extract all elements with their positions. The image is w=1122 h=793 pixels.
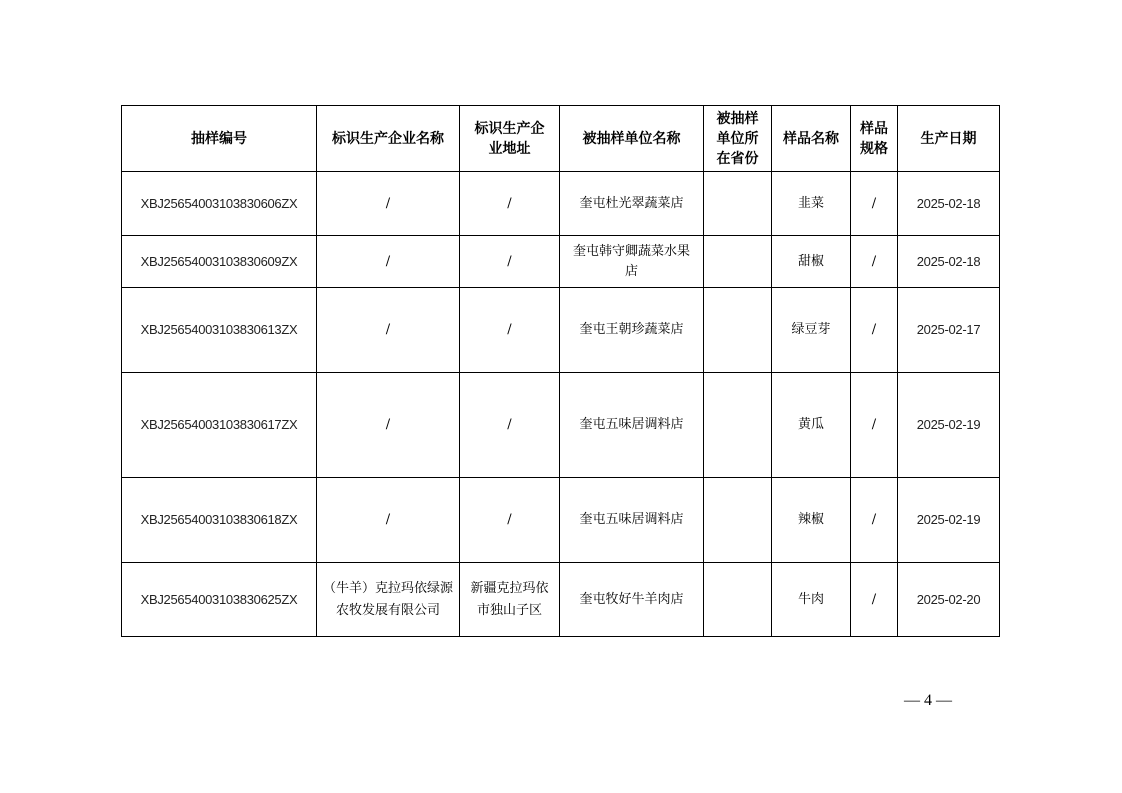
header-manufacturer-name: 标识生产企业名称 bbox=[317, 106, 460, 172]
cell-manufacturer-name: （牛羊）克拉玛依绿源农牧发展有限公司 bbox=[317, 563, 460, 637]
cell-sample-name: 黄瓜 bbox=[772, 373, 851, 478]
cell-sampled-unit: 奎屯杜光翠蔬菜店 bbox=[560, 172, 704, 236]
cell-manufacturer-name: / bbox=[317, 478, 460, 563]
cell-manufacturer-address: / bbox=[460, 236, 560, 288]
header-unit-province: 被抽样单位所在省份 bbox=[704, 106, 772, 172]
table-row bbox=[122, 563, 1000, 637]
table-row bbox=[122, 236, 1000, 288]
cell-sample-name: 甜椒 bbox=[772, 236, 851, 288]
cell-manufacturer-address: / bbox=[460, 288, 560, 373]
cell-manufacturer-name: / bbox=[317, 172, 460, 236]
page-number: — 4 — bbox=[904, 692, 952, 709]
cell-production-date: 2025-02-18 bbox=[898, 172, 1000, 236]
header-sampled-unit: 被抽样单位名称 bbox=[560, 106, 704, 172]
table-row bbox=[122, 478, 1000, 563]
header-production-date: 生产日期 bbox=[898, 106, 1000, 172]
cell-sample-spec: / bbox=[851, 563, 898, 637]
header-row bbox=[122, 106, 1000, 172]
cell-sample-spec: / bbox=[851, 172, 898, 236]
table-row bbox=[122, 373, 1000, 478]
cell-sample-name: 辣椒 bbox=[772, 478, 851, 563]
cell-manufacturer-address: / bbox=[460, 373, 560, 478]
cell-sample-name: 韭菜 bbox=[772, 172, 851, 236]
cell-production-date: 2025-02-19 bbox=[898, 478, 1000, 563]
cell-manufacturer-name: / bbox=[317, 373, 460, 478]
cell-unit-province bbox=[704, 373, 772, 478]
cell-sample-name: 绿豆芽 bbox=[772, 288, 851, 373]
cell-production-date: 2025-02-20 bbox=[898, 563, 1000, 637]
cell-sampled-unit: 奎屯韩守卿蔬菜水果店 bbox=[560, 236, 704, 288]
cell-sampled-unit: 奎屯牧好牛羊肉店 bbox=[560, 563, 704, 637]
sampling-table bbox=[121, 105, 1000, 637]
table-row bbox=[122, 172, 1000, 236]
cell-sample-id: XBJ25654003103830609ZX bbox=[122, 236, 317, 288]
cell-sample-id: XBJ25654003103830625ZX bbox=[122, 563, 317, 637]
cell-unit-province bbox=[704, 172, 772, 236]
cell-unit-province bbox=[704, 236, 772, 288]
cell-unit-province bbox=[704, 563, 772, 637]
cell-sample-id: XBJ25654003103830617ZX bbox=[122, 373, 317, 478]
cell-manufacturer-address: / bbox=[460, 478, 560, 563]
cell-sample-spec: / bbox=[851, 236, 898, 288]
header-sample-id: 抽样编号 bbox=[122, 106, 317, 172]
cell-unit-province bbox=[704, 478, 772, 563]
cell-manufacturer-address: / bbox=[460, 172, 560, 236]
cell-sample-spec: / bbox=[851, 288, 898, 373]
cell-sample-id: XBJ25654003103830618ZX bbox=[122, 478, 317, 563]
table-row bbox=[122, 288, 1000, 373]
cell-sample-id: XBJ25654003103830613ZX bbox=[122, 288, 317, 373]
cell-sampled-unit: 奎屯五味居调料店 bbox=[560, 478, 704, 563]
header-manufacturer-address: 标识生产企业地址 bbox=[460, 106, 560, 172]
cell-sample-spec: / bbox=[851, 373, 898, 478]
cell-sampled-unit: 奎屯王朝珍蔬菜店 bbox=[560, 288, 704, 373]
cell-manufacturer-address: 新疆克拉玛依市独山子区 bbox=[460, 563, 560, 637]
cell-sampled-unit: 奎屯五味居调料店 bbox=[560, 373, 704, 478]
header-sample-name: 样品名称 bbox=[772, 106, 851, 172]
cell-production-date: 2025-02-18 bbox=[898, 236, 1000, 288]
cell-manufacturer-name: / bbox=[317, 236, 460, 288]
cell-production-date: 2025-02-17 bbox=[898, 288, 1000, 373]
cell-unit-province bbox=[704, 288, 772, 373]
header-sample-spec: 样品规格 bbox=[851, 106, 898, 172]
cell-manufacturer-name: / bbox=[317, 288, 460, 373]
cell-sample-name: 牛肉 bbox=[772, 563, 851, 637]
cell-production-date: 2025-02-19 bbox=[898, 373, 1000, 478]
cell-sample-spec: / bbox=[851, 478, 898, 563]
cell-sample-id: XBJ25654003103830606ZX bbox=[122, 172, 317, 236]
